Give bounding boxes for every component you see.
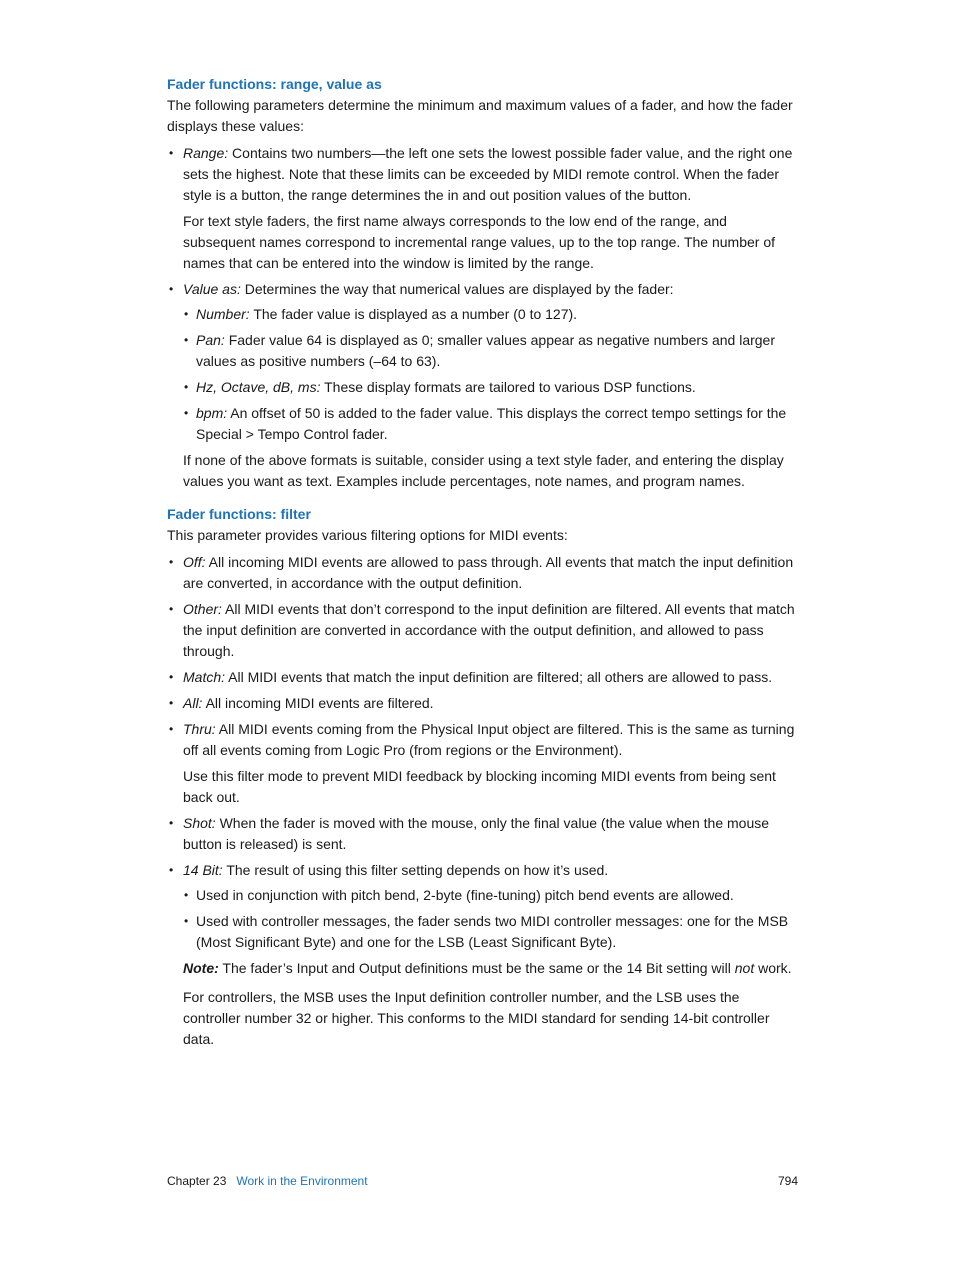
chapter-label: Chapter 23 (167, 1174, 227, 1188)
section-heading-range: Fader functions: range, value as (167, 76, 382, 92)
list-item-controller: • Used with controller messages, the fader sends two MIDI controller messages: one for the MSB (Most Significant Byte) and one for the LSB (Least Significant Byte). (183, 911, 797, 953)
page-content (167, 74, 797, 1055)
list-item-pitch-bend: • Used in conjunction with pitch bend, 2-byte (fine-tuning) pitch bend events are allowed. (183, 885, 797, 906)
list-item-shot: • Shot: When the fader is moved with the mouse, only the final value (the value when the mouse button is released) is sent. (167, 813, 797, 855)
filter-list (167, 552, 797, 1050)
bit14-sublist (183, 885, 797, 953)
value-as-paragraph: If none of the above formats is suitable, consider using a text style fader, and entering the display values you want as text. Examples include percentages, note names, and program names. (183, 452, 784, 489)
list-item-number: • Number: The fader value is displayed as a number (0 to 127). (183, 304, 797, 325)
range-value-list (167, 143, 797, 492)
thru-paragraph: Use this filter mode to prevent MIDI feedback by blocking incoming MIDI events from being sent back out. (183, 768, 776, 805)
list-item-off: • Off: All incoming MIDI events are allowed to pass through. All events that match the input definition are converted, in accordance with the output definition. (167, 552, 797, 594)
controllers-paragraph: For controllers, the MSB uses the Input definition controller number, and the LSB uses the controller number 32 or higher. This conforms to the MIDI standard for sending 14-bit controller data. (183, 989, 770, 1047)
note-paragraph: Note: The fader’s Input and Output definitions must be the same or the 14 Bit setting will not work. (183, 960, 792, 976)
list-item-hz-octave: • Hz, Octave, dB, ms: These display formats are tailored to various DSP functions. (183, 377, 797, 398)
list-item-match: • Match: All MIDI events that match the input definition are filtered; all others are allowed to pass. (167, 667, 797, 688)
section-filter (167, 504, 797, 1050)
list-item-pan: • Pan: Fader value 64 is displayed as 0; smaller values appear as negative numbers and larger values as positive numbers (–64 to 63). (183, 330, 797, 372)
list-item-14bit: • 14 Bit: The result of using this filter setting depends on how it’s used. • Used in conjunction with pitch bend, 2-byte (fine-tuning) pitch bend events are allowed. • Used with controller messages, the fader sends two MIDI controller messages: one for the MSB (Most Significant Byte) and one for the LSB (Least Significant Byte). Note: The fader’s Input and Output definitions must be the same or the 14 Bit setting will not work. For controllers, the MSB uses the Input definition controller number, and the LSB uses the controller number 32 or higher. This conforms to the MIDI standard for sending 14-bit controller data. (167, 860, 797, 1050)
list-item-thru: • Thru: All MIDI events coming from the Physical Input object are filtered. This is the same as turning off all events coming from Logic Pro (from regions or the Environment). Use this filter mode to prevent MIDI feedback by blocking incoming MIDI events from being sent back out. (167, 719, 797, 808)
section-intro-filter: This parameter provides various filtering options for MIDI events: (167, 527, 568, 543)
range-paragraph: For text style faders, the first name always corresponds to the low end of the range, and subsequent names correspond to incremental range values, up to the top range. The number of names that can be entered into the window is limited by the range. (183, 213, 775, 271)
list-item-other: • Other: All MIDI events that don’t correspond to the input definition are filtered. All events that match the input definition are converted in accordance with the output definition, and allowed to pass through. (167, 599, 797, 662)
list-item-bpm: • bpm: An offset of 50 is added to the fader value. This displays the correct tempo settings for the Special > Tempo Control fader. (183, 403, 797, 445)
value-as-sublist (183, 304, 797, 445)
section-intro-range: The following parameters determine the minimum and maximum values of a fader, and how the fader displays these values: (167, 97, 793, 134)
page-number: 794 (777, 1174, 798, 1188)
list-item-all: • All: All incoming MIDI events are filtered. (167, 693, 797, 714)
list-item-value-as: • Value as: Determines the way that numerical values are displayed by the fader: • Number: The fader value is displayed as a number (0 to 127). • Pan: Fader value 64 is displayed as 0; smaller values appear as negative numbers and larger values as positive numbers (–64 to 63). • Hz, Octave, dB, ms: These display formats are tailored to various DSP functions. • bpm: An offset of 50 is added to the fader value. This displays the correct tempo settings for the Special > Tempo Control fader. If none of the above formats is suitable, consider using a text style fader, and entering the display values you want as text. Examples include percentages, note names, and program names. (167, 279, 797, 492)
section-heading-filter: Fader functions: filter (167, 506, 311, 522)
page-footer (167, 1172, 798, 1190)
chapter-link[interactable]: Work in the Environment (236, 1174, 368, 1188)
list-item-range: • Range: Contains two numbers—the left one sets the lowest possible fader value, and the right one sets the highest. Note that these limits can be exceeded by MIDI remote control. When the fader style is a button, the range determines the in and out position values of the button. For text style faders, the first name always corresponds to the low end of the range, and subsequent names correspond to incremental range values, up to the top range. The number of names that can be entered into the window is limited by the range. (167, 143, 797, 274)
